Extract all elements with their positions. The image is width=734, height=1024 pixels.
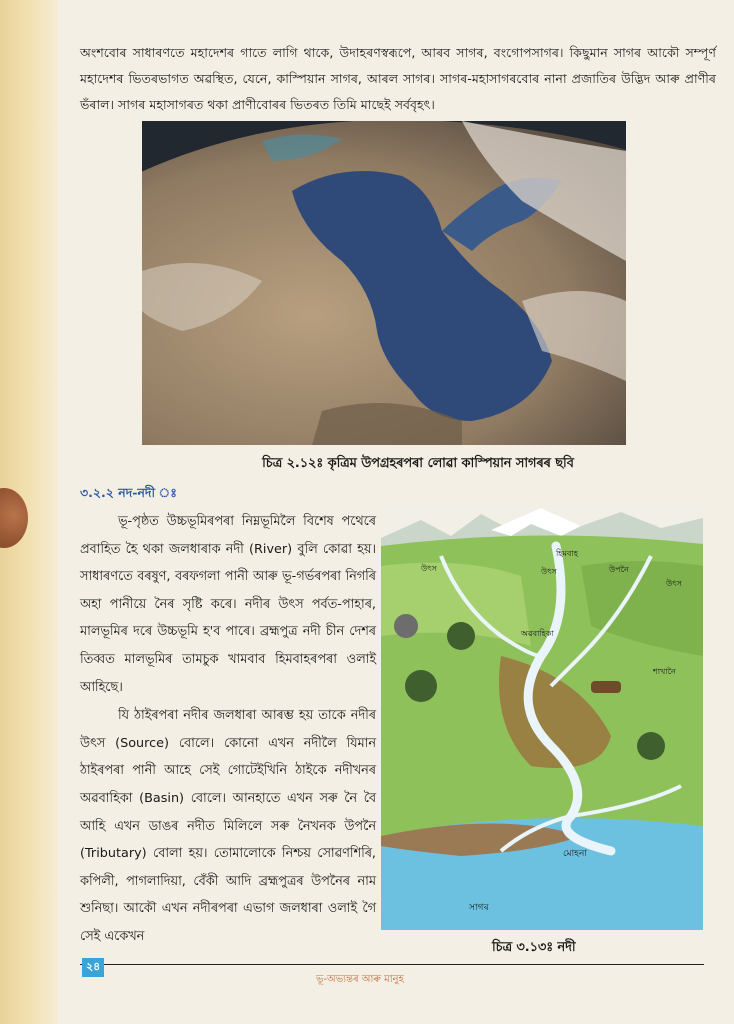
section-heading: ৩.২.২ নদ-নদী ঃ [80,485,177,500]
caspian-sea-image [142,121,626,445]
caspian-satellite-photo [142,121,626,445]
book-title: ভূ-অভ্যন্তৰ আৰু মানুহ [316,974,404,985]
label-distributary: শাখানৈ [653,667,676,676]
textbook-page [58,0,734,1024]
label-glacier: হিমবাহ [556,549,578,558]
label-sea: সাগৰ [469,903,489,913]
intro-paragraph: অংশবোৰ সাধাৰণতে মহাদেশৰ গাতে লাগি থাকে, উদাহৰণস্বৰূপে, আৰব সাগৰ, বংগোপসাগৰ। কিছুমান সাগৰ আকৌ সম্পূৰ্ণ মহাদেশৰ ভিতৰভাগত অৱস্থিত, যেনে, কাস্পিয়ান সাগৰ, আৰল সাগৰ। সাগৰ-মহাসাগৰবোৰ নানা প্ৰজাতিৰ উদ্ভিদ আৰু প্ৰাণীৰ ভঁৰাল। সাগৰ মহাসাগৰত থকা প্ৰাণীবোৰৰ ভিতৰত তিমি মাছেই সৰ্ববৃহৎ। [80,45,716,112]
label-source-3: উৎস [666,579,682,588]
label-source-1: উৎস [421,564,437,573]
caspian-figure-caption: চিত্ৰ ২.১২ঃ কৃত্ৰিম উপগ্ৰহৰপৰা লোৱা কাস্পিয়ান সাগৰৰ ছবি [262,456,574,471]
label-mouth: মোহনা [563,849,587,859]
river-diagram [381,506,703,930]
river-paragraph-1: ভূ-পৃষ্ঠত উচ্চভূমিৰপৰা নিম্নভূমিলৈ বিশেষ পথেৰে প্ৰবাহিত হৈ থকা জলধাৰাক নদী (River) বুলি কোৱা হয়। সাধাৰণতে বৰষুণ, বৰফগলা পানী আৰু ভূ-গৰ্ভৰপৰা নিগৰি অহা পানীয়ে নৈৰ সৃষ্টি কৰে। নদীৰ উৎস পৰ্বত-পাহাৰ, মালভূমিৰ দৰে উচ্চভূমি হ'ব পাৰে। ব্ৰহ্মপুত্ৰ নদী চীন দেশৰ তিব্বত মালভূমিৰ তামচুক খামবাব হিমবাহৰপৰা ওলাই আহিছে। [80,514,376,695]
river-illustration [381,506,703,930]
page-number: ২৪ [82,958,104,977]
river-section-text [80,508,376,951]
label-source-2: উৎস [541,567,557,576]
label-basin: অৱবাহিকা [521,629,554,638]
river-paragraph-2: যি ঠাইৰপৰা নদীৰ জলধাৰা আৰম্ভ হয় তাকে নদীৰ উৎস (Source) বোলে। কোনো এখন নদীলৈ যিমান ঠাইৰপৰা পানী আহে সেই গোটেইখিনি ঠাইকে নদীখনৰ অৱবাহিকা (Basin) বোলে। আনহাতে এখন সৰু নৈ বৈ আহি এখন ডাঙৰ নদীত মিলিলে সৰু নৈখনক উপনৈ (Tributary) বোলা হয়। তোমালোকে নিশ্চয় সোৱণশিৰি, কপিলী, পাগলাদিয়া, বেঁকী আদি ব্ৰহ্মপুত্ৰৰ উপনৈৰ নাম শুনিছা। আকৌ এখন নদীৰপৰা এভাগ জলধাৰা ওলাই গৈ সেই একেখন [80,708,376,944]
label-tributary: উপনৈ [609,565,629,574]
river-figure-caption: চিত্ৰ ৩.১৩ঃ নদী [492,940,576,955]
footer-divider [80,964,704,965]
